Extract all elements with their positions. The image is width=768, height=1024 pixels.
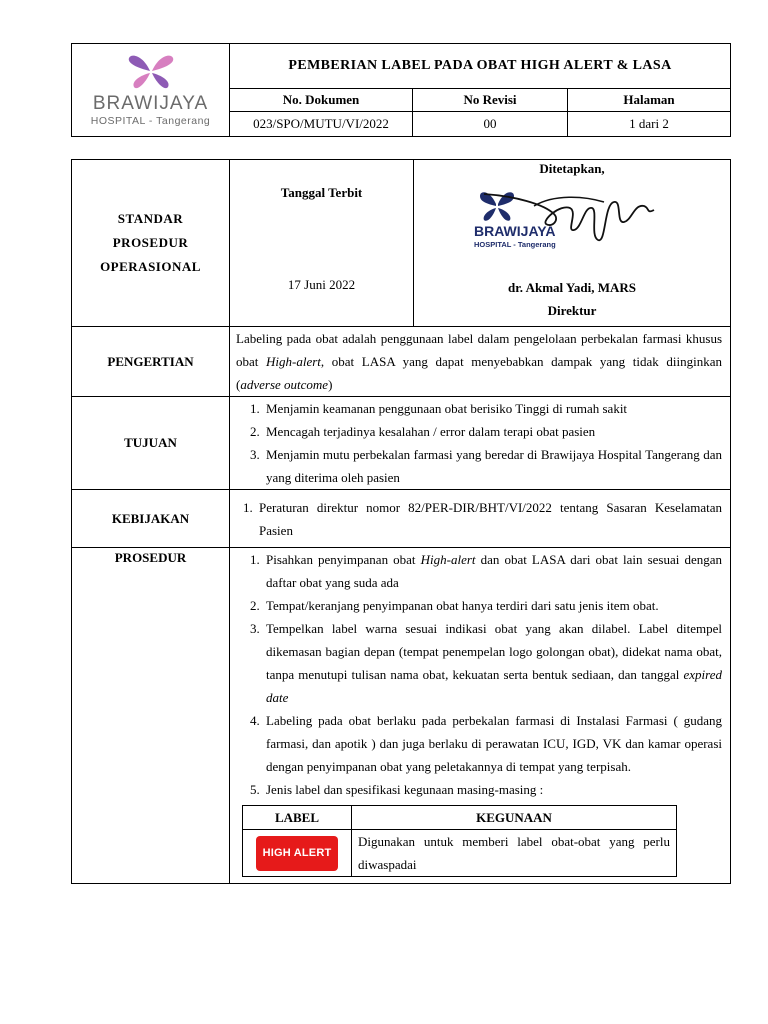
prosedur-item-1-c: dan obat LASA dari obat lain sesuai dengan daftar obat yang suda ada bbox=[266, 552, 722, 590]
kebijakan-label: KEBIJAKAN bbox=[72, 490, 230, 548]
approved-label: Ditetapkan, bbox=[539, 161, 605, 176]
stamp-sub: HOSPITAL - Tangerang bbox=[474, 240, 556, 249]
butterfly-logo-icon bbox=[125, 53, 177, 91]
issue-date-cell bbox=[230, 160, 414, 327]
logo-sub-text: HOSPITAL - Tangerang bbox=[90, 115, 211, 127]
sop-title-cell bbox=[72, 160, 230, 327]
kebijakan-item: 1. Peraturan direktur nomor 82/PER-DIR/BHT/VI/2022 tentang Sasaran Keselamatan Pasien bbox=[256, 496, 722, 542]
tujuan-list-cell bbox=[230, 397, 731, 490]
label-spec-table bbox=[242, 805, 677, 877]
tujuan-item: 1. Menjamin keamanan penggunaan obat berisiko Tinggi di rumah sakit bbox=[263, 397, 722, 420]
approval-cell bbox=[414, 160, 731, 327]
prosedur-item-3 bbox=[263, 617, 722, 709]
signer-name: dr. Akmal Yadi, MARS bbox=[508, 280, 636, 295]
signer-role: Direktur bbox=[547, 303, 597, 318]
page-label: Halaman bbox=[568, 89, 731, 112]
stamp-brand: BRAWIJAYA bbox=[474, 223, 556, 239]
kebijakan-list-cell bbox=[230, 490, 731, 548]
tujuan-item: 3. Menjamin mutu perbekalan farmasi yang beredar di Brawijaya Hospital Tangerang dan yang diterima oleh pasien bbox=[263, 443, 722, 489]
doc-number-label: No. Dokumen bbox=[230, 89, 413, 112]
prosedur-item-1 bbox=[263, 548, 722, 594]
kegunaan-col-header: KEGUNAAN bbox=[352, 806, 677, 830]
issue-date-label: Tanggal Terbit bbox=[280, 185, 363, 200]
pengertian-label: PENGERTIAN bbox=[72, 327, 230, 397]
kebijakan-list bbox=[236, 496, 722, 542]
sop-line-1: STANDAR bbox=[117, 211, 184, 226]
logo-brand-text: BRAWIJAYA bbox=[92, 93, 209, 114]
tujuan-item: 2. Mencagah terjadinya kesalahan / error dalam terapi obat pasien bbox=[263, 420, 722, 443]
pengertian-part-4: adverse outcome bbox=[240, 377, 329, 392]
revision-label: No Revisi bbox=[413, 89, 568, 112]
page-value: 1 dari 2 bbox=[568, 112, 731, 137]
stamp-signature-icon bbox=[474, 184, 664, 254]
pengertian-part-5: ) bbox=[328, 377, 333, 392]
high-alert-badge: HIGH ALERT bbox=[256, 836, 339, 871]
pengertian-part-1: Labeling pada obat adalah penggunaan label dalam pengelolaan perbekalan farmasi khusus obat bbox=[236, 331, 722, 369]
doc-number-value: 023/SPO/MUTU/VI/2022 bbox=[230, 112, 413, 137]
prosedur-item-4: 4. Labeling pada obat berlaku pada perbekalan farmasi di Instalasi Farmasi ( gudang farmasi, dan apotik ) dan juga berlaku di perawatan ICU, IGD, VK dan kamar operasi dengan penyimpanan obat yang peletakannya di tempat yang terpisah. bbox=[263, 709, 722, 778]
logo-cell bbox=[72, 44, 230, 137]
issue-date-value: 17 Juni 2022 bbox=[287, 277, 356, 292]
prosedur-item-3-a: Tempelkan label warna sesuai indikasi obat yang akan dilabel. Label ditempel dikemasan bagian depan (tempat penempelan logo golongan obat), didekat nama obat, tanpa menutupi tulisan nama obat, kekuatan serta bentuk sediaan, dan tanggal bbox=[266, 621, 722, 682]
document-title: PEMBERIAN LABEL PADA OBAT HIGH ALERT & LASA bbox=[230, 44, 731, 89]
sop-table bbox=[71, 159, 731, 884]
prosedur-label: PROSEDUR bbox=[72, 548, 230, 884]
header-table bbox=[71, 43, 731, 137]
pengertian-part-3: , obat LASA yang dapat menyebabkan dampak yang tidak diinginkan ( bbox=[236, 354, 722, 392]
sop-line-3: OPERASIONAL bbox=[100, 259, 201, 274]
prosedur-item-1-b: High-alert bbox=[420, 552, 476, 567]
tujuan-list bbox=[236, 397, 722, 489]
pengertian-part-2: High-alert bbox=[266, 354, 321, 369]
prosedur-item-3-b: expired date bbox=[266, 667, 722, 705]
pengertian-text bbox=[230, 327, 731, 397]
prosedur-item-2: 2. Tempat/keranjang penyimpanan obat hanya terdiri dari satu jenis item obat. bbox=[263, 594, 722, 617]
prosedur-cell bbox=[230, 548, 731, 884]
label-col-header: LABEL bbox=[243, 806, 352, 830]
prosedur-item-5: 5. Jenis label dan spesifikasi kegunaan masing-masing : bbox=[263, 778, 722, 801]
kegunaan-text: Digunakan untuk memberi label obat-obat yang perlu diwaspadai bbox=[352, 830, 677, 877]
prosedur-list bbox=[236, 548, 722, 801]
revision-value: 00 bbox=[413, 112, 568, 137]
tujuan-label: TUJUAN bbox=[72, 397, 230, 490]
label-badge-cell bbox=[243, 830, 352, 877]
prosedur-item-1-a: Pisahkan penyimpanan obat bbox=[266, 552, 421, 567]
sop-line-2: PROSEDUR bbox=[112, 235, 189, 250]
